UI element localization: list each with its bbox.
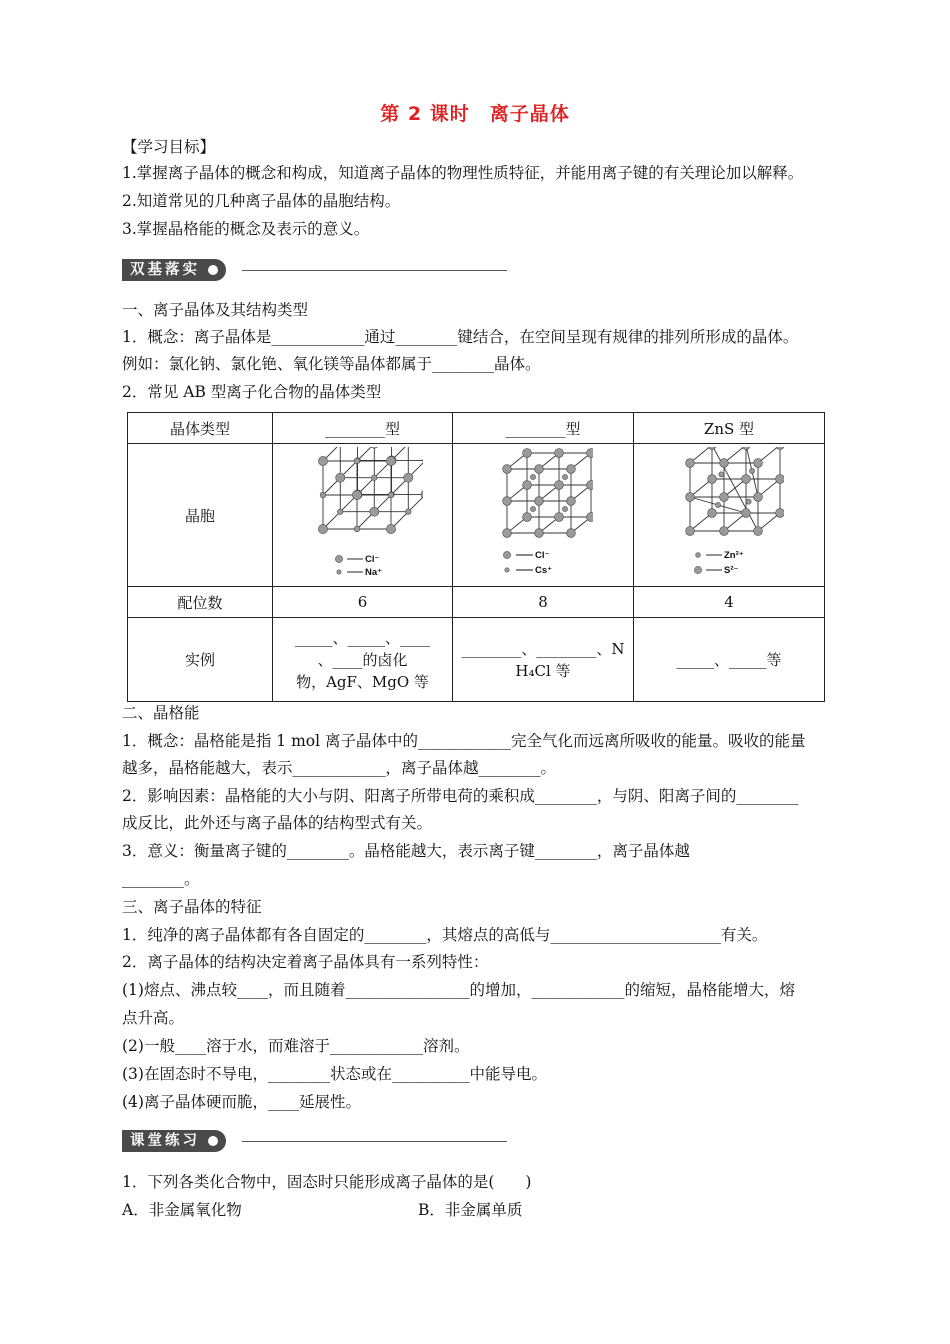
section1-line3: 2．常见 AB 型离子化合物的晶体类型 [122, 383, 382, 401]
section3-line4: 点升高。 [122, 1009, 185, 1027]
table-row [128, 444, 825, 587]
table-header-cell: ZnS 型 [634, 413, 825, 444]
objective-2: 2.知道常见的几种离子晶体的晶胞结构。 [122, 192, 401, 210]
banner-label: 双基落实 [122, 259, 226, 281]
legend-label: Zn²⁺ [724, 550, 744, 561]
table-row [128, 587, 825, 618]
example-line: ________、________、N [461, 639, 625, 658]
coord-value-cell: 4 [634, 587, 825, 618]
row-label-cell: 晶胞 [128, 444, 273, 587]
section2-line1: 1．概念：晶格能是指 1 mol 离子晶体中的____________完全气化而远离所吸收的能量。吸收的能量 [122, 732, 806, 750]
example-line: _____、_____、____ [294, 628, 430, 647]
table-header-cell: ________型 [273, 413, 453, 444]
row-label-cell: 实例 [128, 618, 273, 702]
legend-label: Cl⁻ [535, 550, 550, 561]
section2-heading: 二、晶格能 [122, 704, 200, 722]
nacl-unit-cell-diagram [303, 447, 423, 579]
section-banner-basics [122, 259, 507, 283]
section2-line6: ________。 [122, 870, 200, 888]
example-line: 物，AgF、MgO 等 [296, 672, 429, 691]
section2-line3: 2．影响因素：晶格能的大小与阴、阳离子所带电荷的乘积成________，与阴、阳离子间的________ [122, 787, 799, 805]
cscl-unit-cell-diagram [493, 447, 593, 579]
zns-unit-cell-diagram [674, 447, 784, 579]
cscl-cell [453, 444, 634, 587]
section3-line7: (4)离子晶体硬而脆，____延展性。 [122, 1093, 361, 1111]
example-cell: _____、_____等 [634, 618, 825, 702]
section1-heading: 一、离子晶体及其结构类型 [122, 301, 309, 319]
section3-line5: (2)一般____溶于水，而难溶于____________溶剂。 [122, 1037, 470, 1055]
example-line: H₄Cl 等 [515, 661, 571, 680]
legend-label: Cs⁺ [535, 565, 553, 576]
dot-icon [208, 1136, 218, 1146]
section1-line1: 1．概念：离子晶体是____________通过________键结合，在空间呈现有规律的排列所形成的晶体。 [122, 328, 799, 346]
section3-heading: 三、离子晶体的特征 [122, 898, 262, 916]
section2-line5: 3．意义：衡量离子键的________。晶格能越大，表示离子键________，离子晶体越 [122, 842, 690, 860]
table-header-cell: ________型 [453, 413, 634, 444]
table-row [128, 413, 825, 444]
section3-line3: (1)熔点、沸点较____，而且随着________________的增加，____________的缩短，晶格能增大，熔 [122, 981, 795, 999]
objective-3: 3.掌握晶格能的概念及表示的意义。 [122, 220, 370, 238]
crystal-type-table [127, 412, 825, 702]
zns-cell [634, 444, 825, 587]
nacl-cell [273, 444, 453, 587]
practice-question-1: 1．下列各类化合物中，固态时只能形成离子晶体的是( ) [122, 1173, 532, 1191]
example-line: 、____的卤化 [317, 650, 408, 669]
banner-rule [242, 270, 507, 271]
section3-line6: (3)在固态时不导电，________状态或在__________中能导电。 [122, 1065, 547, 1083]
objective-1: 1.掌握离子晶体的概念和构成，知道离子晶体的物理性质特征，并能用离子键的有关理论加以解释。 [122, 164, 804, 182]
example-cell [453, 618, 634, 702]
section3-line1: 1．纯净的离子晶体都有各自固定的________，其熔点的高低与______________________有关。 [122, 926, 768, 944]
page-title: 第 2 课时 离子晶体 [380, 103, 570, 125]
coord-value-cell: 6 [273, 587, 453, 618]
table-row [128, 618, 825, 702]
section1-line2: 例如：氯化钠、氯化铯、氧化镁等晶体都属于________晶体。 [122, 355, 541, 373]
option-a: A．非金属氧化物 [122, 1201, 242, 1219]
section2-line2: 越多，晶格能越大，表示____________，离子晶体越________。 [122, 759, 557, 777]
legend-label: S²⁻ [724, 565, 739, 576]
banner-label: 课堂练习 [122, 1130, 226, 1152]
banner-rule [242, 1141, 507, 1142]
legend-label: Na⁺ [364, 567, 382, 578]
coord-value-cell: 8 [453, 587, 634, 618]
row-label-cell: 配位数 [128, 587, 273, 618]
table-header-cell: 晶体类型 [128, 413, 273, 444]
option-b: B．非金属单质 [418, 1201, 523, 1219]
dot-icon [208, 265, 218, 275]
objectives-heading: 【学习目标】 [122, 138, 216, 156]
section2-line4: 成反比，此外还与离子晶体的结构型式有关。 [122, 814, 433, 832]
example-cell [273, 618, 453, 702]
section-banner-practice [122, 1130, 507, 1154]
legend-label: Cl⁻ [364, 554, 380, 565]
section3-line2: 2．离子晶体的结构决定着离子晶体具有一系列特性： [122, 953, 489, 971]
